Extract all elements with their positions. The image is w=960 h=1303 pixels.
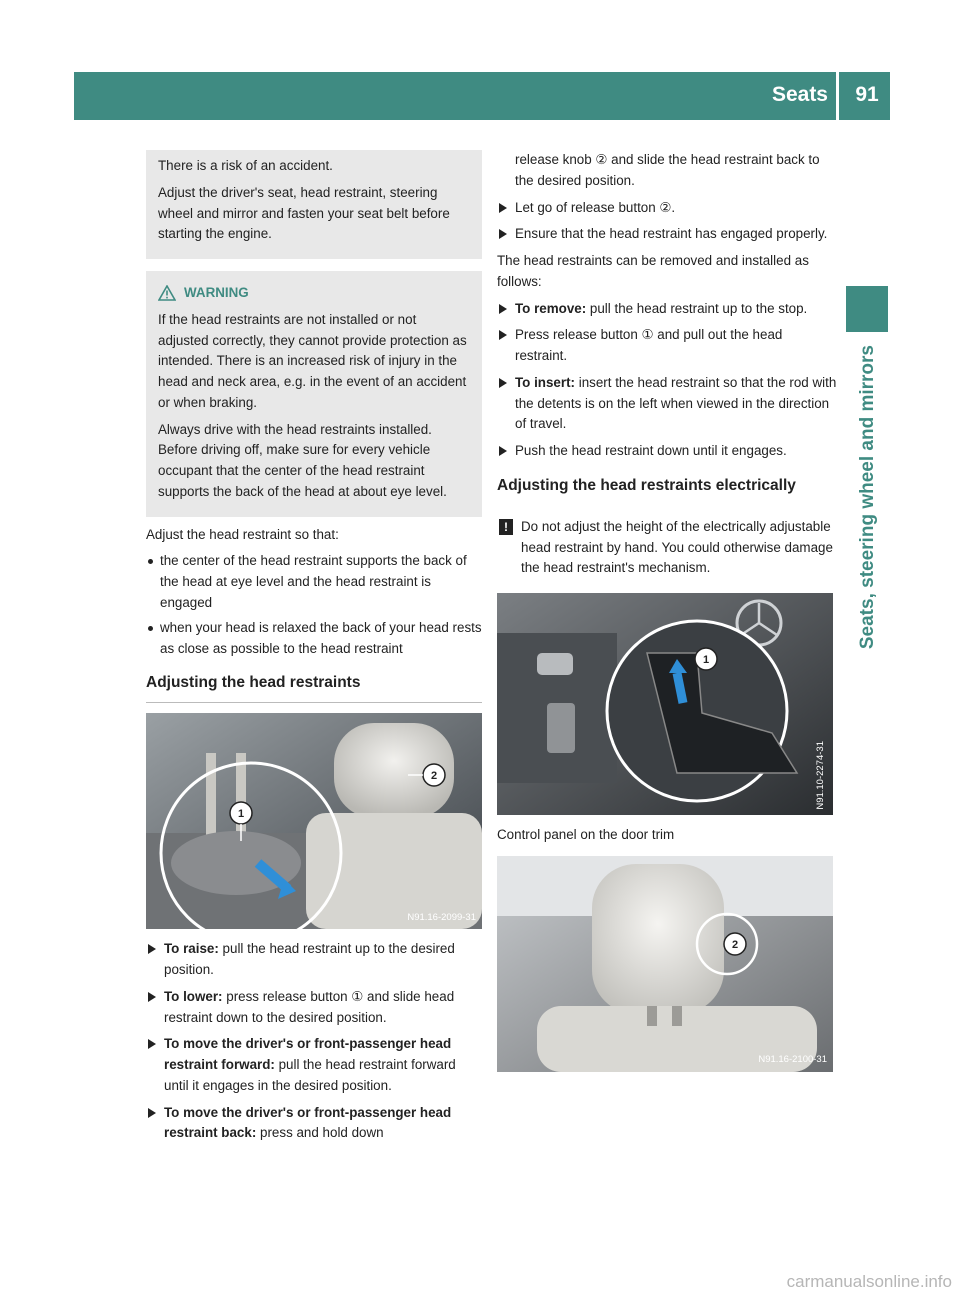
step-label: To remove: (515, 300, 587, 316)
step-text: Push the head restraint down until it engages. (515, 443, 787, 459)
step-remove (497, 299, 837, 320)
figure-code: N91.16-2100-31 (758, 1054, 827, 1066)
figure-caption: Control panel on the door trim (497, 827, 675, 843)
figure-door-control-panel (497, 593, 833, 815)
step-ensure (497, 224, 837, 245)
step-text: press and hold down (256, 1125, 384, 1141)
step-let-go (497, 198, 837, 219)
head-restraint-photo (146, 713, 482, 929)
figure-head-restraint-front (497, 856, 833, 1072)
intro-box (146, 150, 482, 259)
step-insert (497, 373, 837, 435)
step-label: To lower: (164, 988, 223, 1004)
list-item: the center of the head restraint supports the back of the head at eye level and the head restraint is engaged (160, 551, 482, 613)
adjust-intro: Adjust the head restraint so that: (146, 526, 339, 542)
side-tab (846, 286, 888, 332)
head-restraint-front-photo (497, 856, 833, 1072)
step-forward (146, 1034, 482, 1096)
step-press-release (497, 325, 837, 367)
adjust-bullets (146, 551, 482, 659)
watermark: carmanualsonline.info (786, 1271, 952, 1291)
step-text: insert the head restraint so that the rod with the detents is on the left when viewed in the direction of travel. (515, 374, 837, 432)
step-back (146, 1103, 482, 1145)
step-label: To raise: (164, 941, 219, 957)
list-item: when your head is relaxed the back of your head rests as close as possible to the head restraint (160, 618, 482, 660)
notice-text: Do not adjust the height of the electrically adjustable head restraint by hand. You could otherwise damage the head restraint's mechanism. (521, 518, 833, 576)
chapter-label: Seats, steering wheel and mirrors (857, 345, 878, 650)
warning-triangle-icon (158, 285, 176, 301)
step-text: Ensure that the head restraint has engaged properly. (515, 226, 828, 242)
callout-2: 2 (430, 770, 438, 783)
step-lower (146, 987, 482, 1029)
section-heading-electric: Adjusting the head restraints electrically (497, 476, 796, 494)
step-label: To move the driver's or front-passenger head restraint back: (164, 1104, 452, 1141)
notice (497, 517, 837, 579)
step-text: Press release button ① and pull out the head restraint. (515, 327, 783, 364)
warning-p2: Always drive with the head restraints installed. Before driving off, make sure for every vehicle occupant that the center of the head restraint supports the back of the head at about eye level. (158, 421, 447, 499)
section-title-header: Seats (771, 83, 828, 106)
section-heading: Adjusting the head restraints (146, 673, 482, 703)
door-panel-photo (497, 593, 833, 815)
callout-1: 1 (702, 654, 710, 667)
notice-icon: ! (499, 519, 513, 535)
step-push-down (497, 441, 837, 462)
continued-text: release knob ② and slide the head restraint back to the desired position. (515, 152, 820, 188)
figure-code: N91.10-2274-31 (815, 740, 827, 810)
figure-code: N91.16-2099-31 (407, 911, 476, 923)
warning-label: WARNING (184, 285, 249, 301)
header-separator (836, 72, 839, 120)
callout-2: 2 (731, 938, 739, 951)
warning-box (146, 271, 482, 517)
intro-p2: Adjust the driver's seat, head restraint, steering wheel and mirror and fasten your seat belt before starting the engine. (158, 184, 450, 242)
step-text: press release button ① and slide head restraint down to the desired position. (164, 988, 455, 1025)
step-text: pull the head restraint up to the stop. (586, 300, 808, 316)
warning-p1: If the head restraints are not installed or not adjusted correctly, they cannot provide protection as intended. There is an increased risk of injury in the head and neck area, e.g. in the event of an accident or when braking. (158, 311, 467, 410)
step-label: To insert: (515, 374, 576, 390)
right-column (497, 150, 837, 1082)
step-text: Let go of release button ②. (515, 199, 676, 215)
step-text: pull the head restraint forward until it engages in the desired position. (164, 1057, 456, 1093)
left-column (146, 150, 482, 1150)
warning-heading (158, 283, 470, 304)
remove-intro: The head restraints can be removed and installed as follows: (497, 253, 809, 289)
step-text: pull the head restraint up to the desired position. (164, 941, 455, 977)
intro-p1: There is a risk of an accident. (158, 158, 333, 173)
step-label: To move the driver's or front-passenger head restraint forward: (164, 1036, 452, 1073)
figure-head-restraint-rear (146, 713, 482, 929)
page-number: 91 (855, 83, 879, 106)
callout-1: 1 (237, 808, 245, 821)
step-raise (146, 939, 482, 981)
